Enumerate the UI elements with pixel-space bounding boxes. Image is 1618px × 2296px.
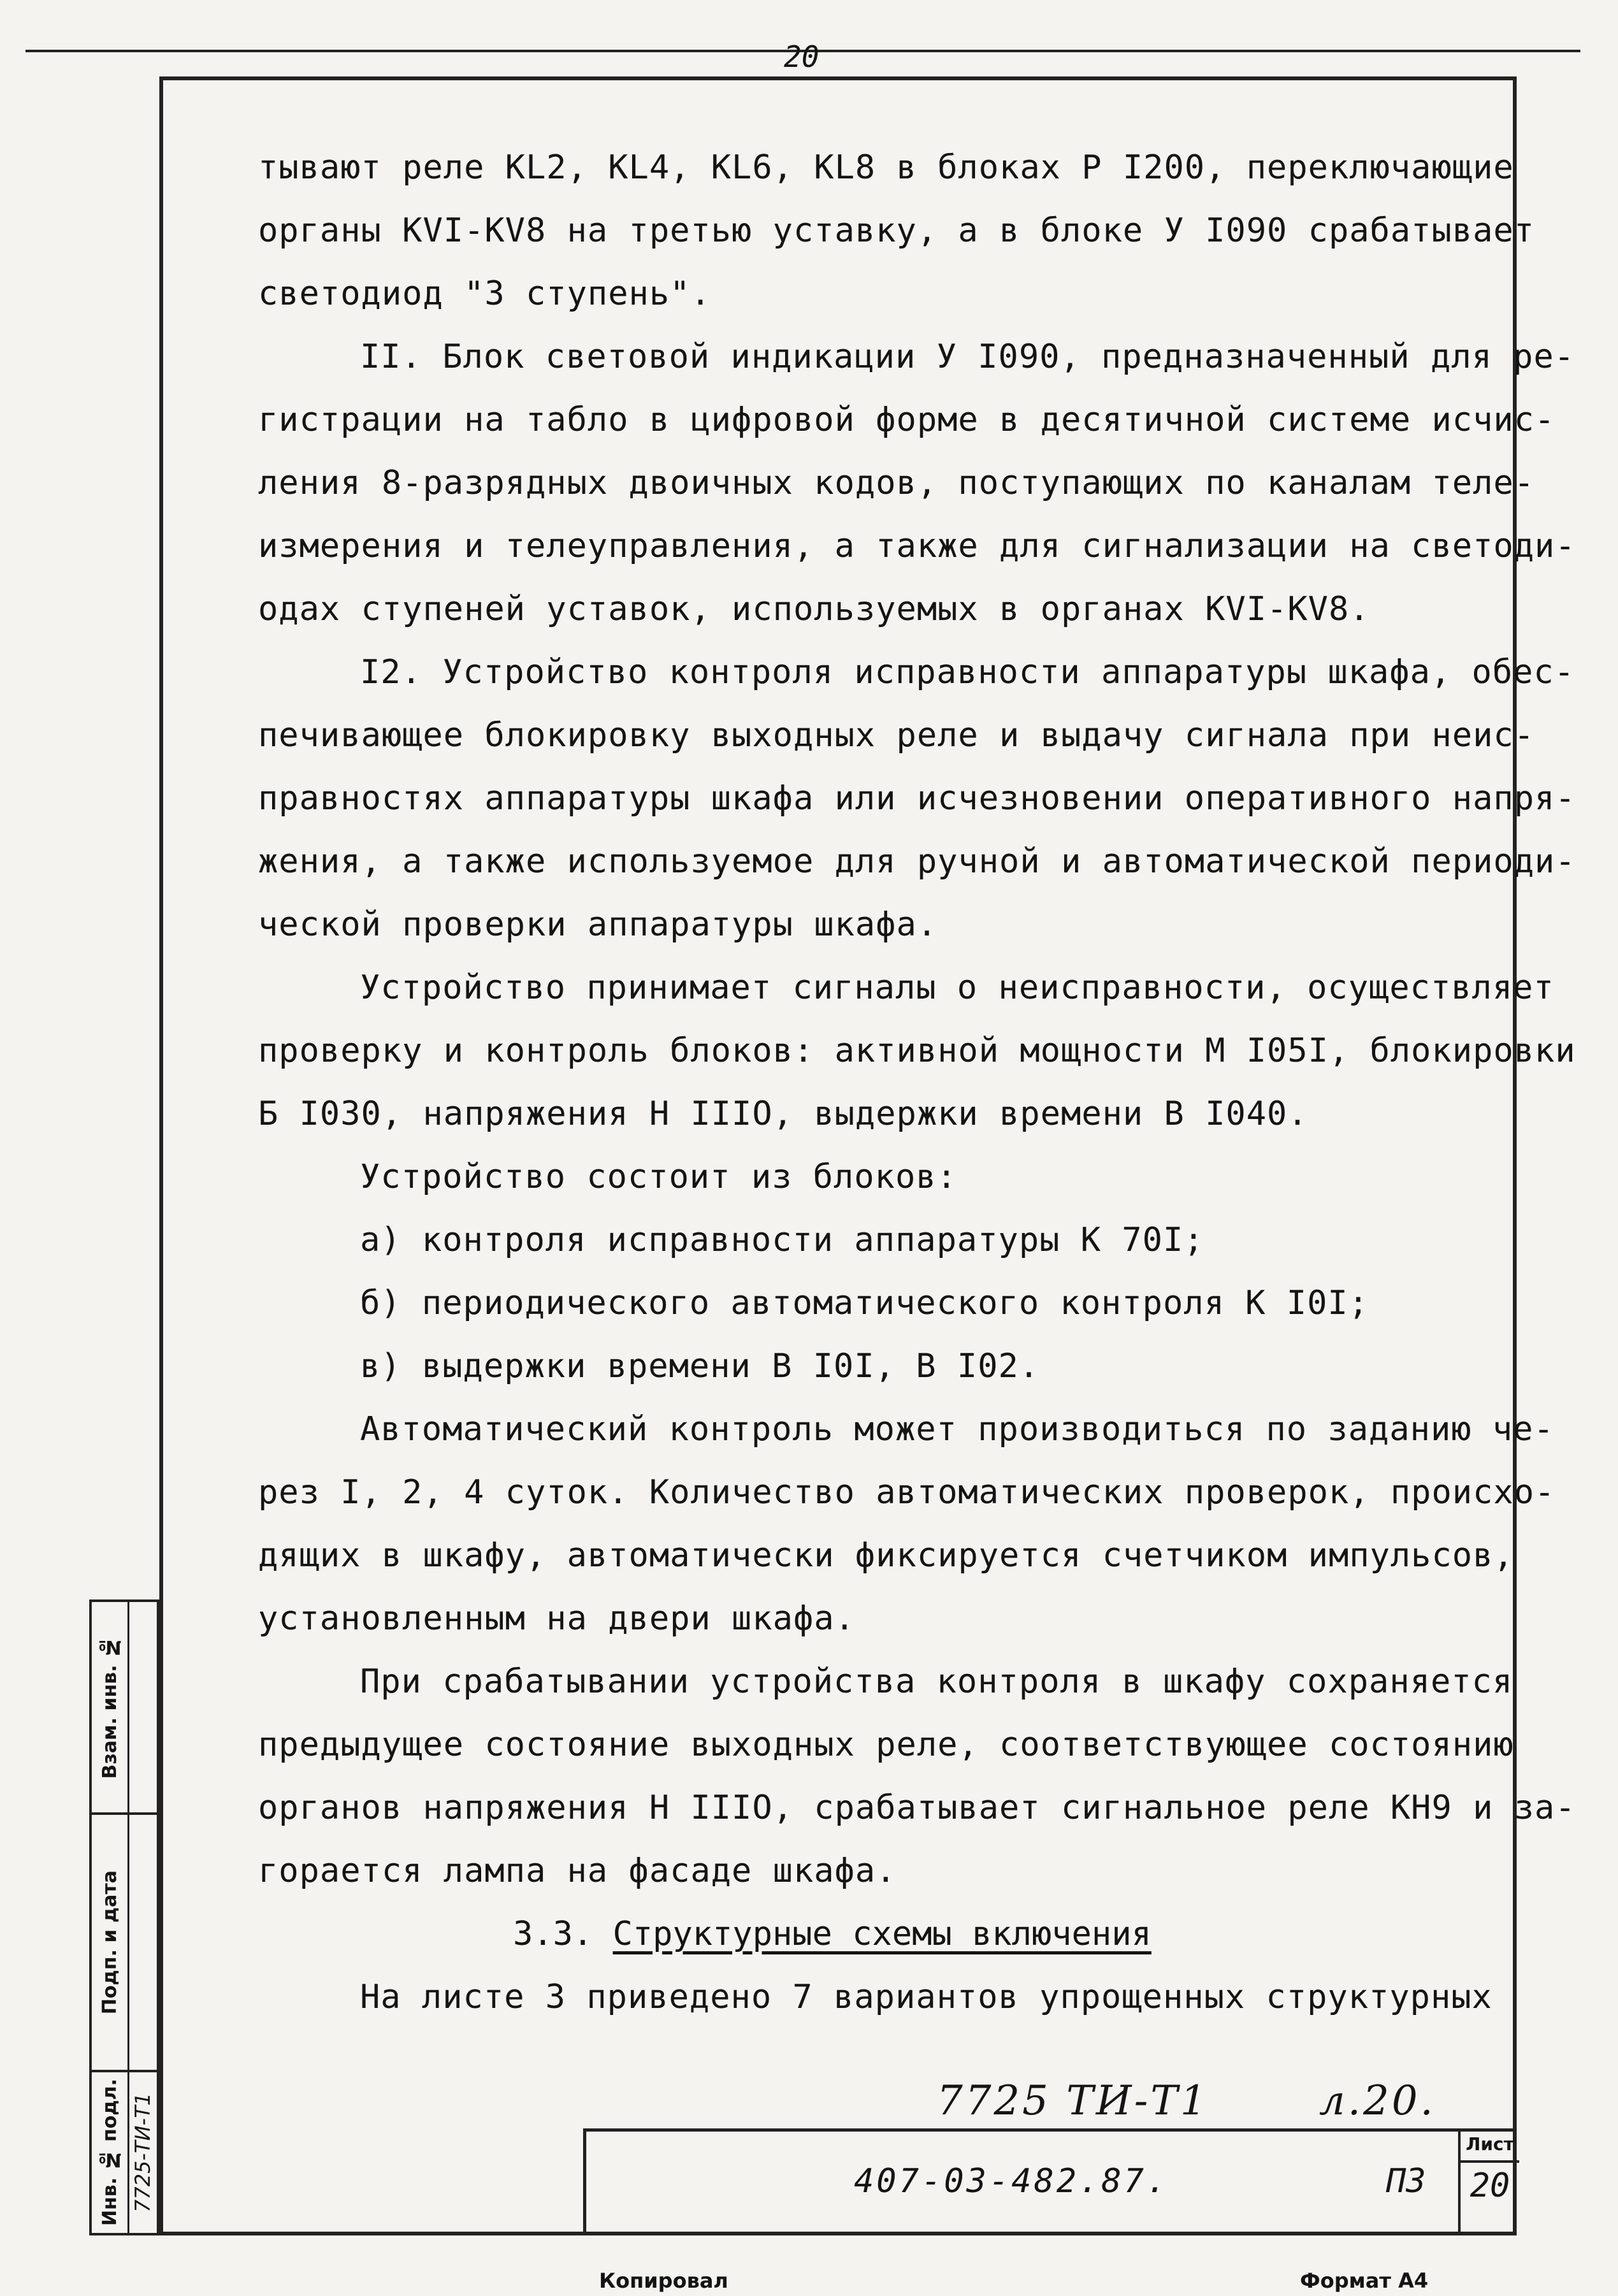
text-line: Автоматический контроль может производиться по заданию че- (360, 1410, 1554, 1448)
text-line: Устройство принимает сигналы о неисправности, осуществляет (360, 969, 1554, 1007)
paragraph-device-signals (258, 957, 1576, 1146)
side-stamp (89, 1599, 159, 2235)
blocks-list (258, 1209, 1517, 1398)
list-item: а) контроля исправности аппаратуры К 70I; (360, 1221, 1204, 1259)
text-line: дящих в шкафу, автоматически фиксируется счетчиком импульсов, (258, 1536, 1514, 1575)
text-line: Устройство состоит из блоков: (360, 1158, 957, 1196)
text-line: органов напряжения Н IIIO, срабатывает сигнальное реле КН9 и за- (258, 1789, 1576, 1827)
handwritten-code: 7725 ТИ-Т1 (937, 2077, 1209, 2125)
footer-copied: Копировал (599, 2269, 728, 2293)
text-line: гистрации на табло в цифровой форме в десятичной системе исчис- (258, 401, 1556, 439)
text-line: установленным на двери шкафа. (258, 1599, 855, 1638)
text-line: светодиод "3 ступень". (258, 275, 711, 313)
text-line: правностях аппаратуры шкафа или исчезновении оперативного напря- (258, 779, 1576, 818)
text-line: При срабатывании устройства контроля в шкафу сохраняется (360, 1663, 1513, 1701)
text-line: горается лампа на фасаде шкафа. (258, 1852, 897, 1890)
document-body (258, 136, 1576, 2029)
section-heading (258, 1903, 1517, 1966)
text-line: органы KVI-KV8 на третью уставку, а в блоке У I090 срабатывает (258, 212, 1535, 250)
text-line: предыдущее состояние выходных реле, соответствующее состоянию (258, 1726, 1514, 1764)
text-line: ческой проверки аппаратуры шкафа. (258, 906, 938, 944)
text-line: I2. Устройство контроля исправности аппаратуры шкафа, обес- (360, 653, 1575, 691)
document-type: ПЗ (1386, 2162, 1426, 2200)
text-line: проверку и контроль блоков: активной мощности М I05I, блокировки (258, 1032, 1576, 1070)
paragraph-device-composition (258, 1146, 1517, 1209)
paragraph-control-device (258, 641, 1576, 957)
document-code: 407-03-482.87. (854, 2162, 1169, 2200)
side-stamp-label: Подп. и дата (98, 1870, 121, 2015)
text-line: измерения и телеуправления, а также для сигнализации на светоди- (258, 527, 1576, 565)
paragraph-indication-block (258, 326, 1576, 641)
sheet-box (1458, 2128, 1519, 2235)
paragraph-structural-schemes (258, 1966, 1517, 2029)
section-heading-number: 3.3. (513, 1915, 593, 1953)
paragraph-relays (258, 136, 1535, 326)
text-line: одах ступеней уставок, используемых в органах KVI-KV8. (258, 590, 1370, 628)
title-block (583, 2128, 1517, 2235)
paragraph-control-trigger (258, 1650, 1576, 1903)
side-stamp-label: Взам. инв. № (98, 1635, 121, 1779)
text-line: ления 8-разрядных двоичных кодов, поступающих по каналам теле- (258, 464, 1535, 502)
sheet-label: Лист (1461, 2128, 1519, 2163)
list-item: б) периодического автоматического контроля К I0I; (360, 1284, 1369, 1322)
text-line: рез I, 2, 4 суток. Количество автоматических проверок, происхо- (258, 1473, 1556, 1512)
section-heading-title: Структурные схемы включения (612, 1915, 1152, 1953)
paragraph-auto-control (258, 1398, 1556, 1650)
handwritten-sheet: л.20. (1319, 2077, 1436, 2125)
text-line: II. Блок световой индикации У I090, предназначенный для ре- (360, 338, 1575, 376)
side-stamp-label: Инв. № подл. (98, 2079, 121, 2227)
footer-format: Формат А4 (1300, 2269, 1429, 2293)
text-line: Б I030, напряжения Н IIIO, выдержки времени В I040. (258, 1095, 1308, 1133)
text-line: На листе 3 приведено 7 вариантов упрощенных структурных (360, 1978, 1492, 2016)
text-line: тывают реле KL2, KL4, KL6, KL8 в блоках Р I200, переключающие (258, 148, 1514, 187)
text-line: печивающее блокировку выходных реле и выдачу сигнала при неис- (258, 716, 1535, 755)
page-number: 20 (784, 40, 820, 74)
side-stamp-value: 7725-ТИ-Т1 (131, 2093, 155, 2213)
list-item: в) выдержки времени В I0I, В I02. (360, 1347, 1040, 1385)
sheet-number: 20 (1470, 2167, 1510, 2205)
text-line: жения, а также используемое для ручной и автоматической периоди- (258, 842, 1576, 881)
